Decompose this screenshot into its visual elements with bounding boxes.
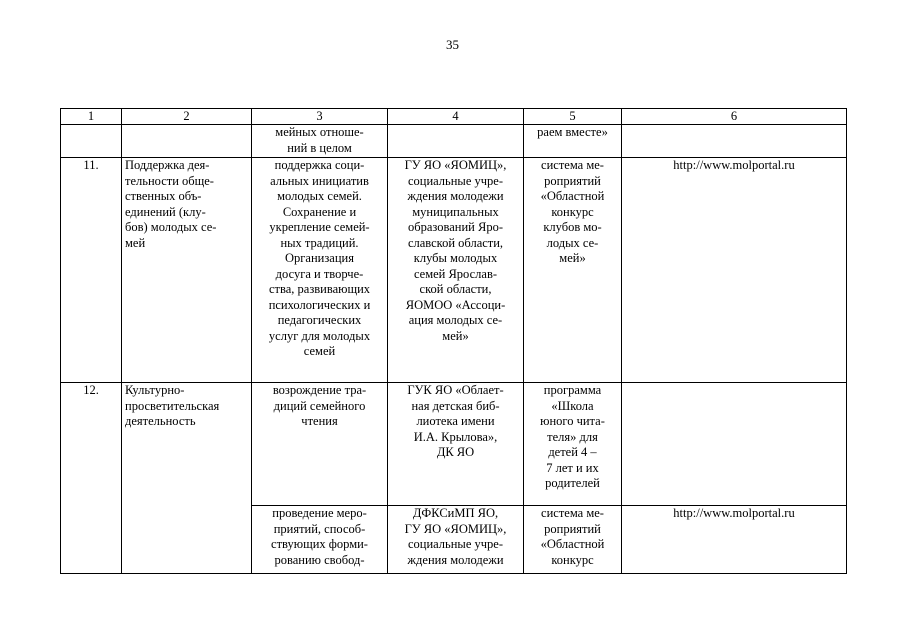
column-header: 5 (524, 109, 622, 125)
table-row-continuation (61, 125, 847, 158)
cell-direction: поддержка соци- альных инициатив молодых семей. Сохранение и укрепление семей- ных традиций. Организация досуга и творче- ства, развивающих психологических и педагогических услуг для молодых семей (252, 158, 388, 383)
column-header: 1 (61, 109, 122, 125)
cell-events: система ме- роприятий «Областной конкурс (524, 506, 622, 574)
cell-name (122, 125, 252, 158)
cell-events: система ме- роприятий «Областной конкурс клубов мо- лодых се- мей» (524, 158, 622, 383)
column-header: 4 (388, 109, 524, 125)
cell-link[interactable]: http://www.molportal.ru (622, 158, 847, 383)
column-header: 2 (122, 109, 252, 125)
table-header-row (61, 109, 847, 125)
cell-direction: проведение меро- приятий, способ- ствующих форми- рованию свобод- (252, 506, 388, 574)
cell-executors: ГУ ЯО «ЯОМИЦ», социальные учре- ждения молодежи муниципальных образований Яро- славской области, клубы молодых семей Ярослав- ской области, ЯОМОО «Ассоци- ация молодых се- мей» (388, 158, 524, 383)
cell-number: 11. (61, 158, 122, 383)
cell-link[interactable]: http://www.molportal.ru (622, 506, 847, 574)
cell-name: Поддержка дея- тельности обще- ственных объ- единений (клу- бов) молодых се- мей (122, 158, 252, 383)
cell-executors: ГУК ЯО «Облает- ная детская биб- лиотека имени И.А. Крылова», ДК ЯО (388, 383, 524, 506)
cell-executors: ДФКСиМП ЯО, ГУ ЯО «ЯОМИЦ», социальные учре- ждения молодежи (388, 506, 524, 574)
table-row-12a (61, 383, 847, 506)
cell-events: раем вместе» (524, 125, 622, 158)
cell-events: программа «Школа юного чита- теля» для детей 4 – 7 лет и их родителей (524, 383, 622, 506)
column-header: 6 (622, 109, 847, 125)
cell-direction: мейных отноше- ний в целом (252, 125, 388, 158)
program-table (60, 108, 847, 574)
cell-number (61, 125, 122, 158)
cell-number: 12. (61, 383, 122, 574)
cell-link (622, 383, 847, 506)
cell-link (622, 125, 847, 158)
page-number: 35 (446, 37, 459, 52)
table-row-11 (61, 158, 847, 383)
cell-name: Культурно- просветительская деятельность (122, 383, 252, 574)
column-header: 3 (252, 109, 388, 125)
cell-executors (388, 125, 524, 158)
cell-direction: возрождение тра- диций семейного чтения (252, 383, 388, 506)
